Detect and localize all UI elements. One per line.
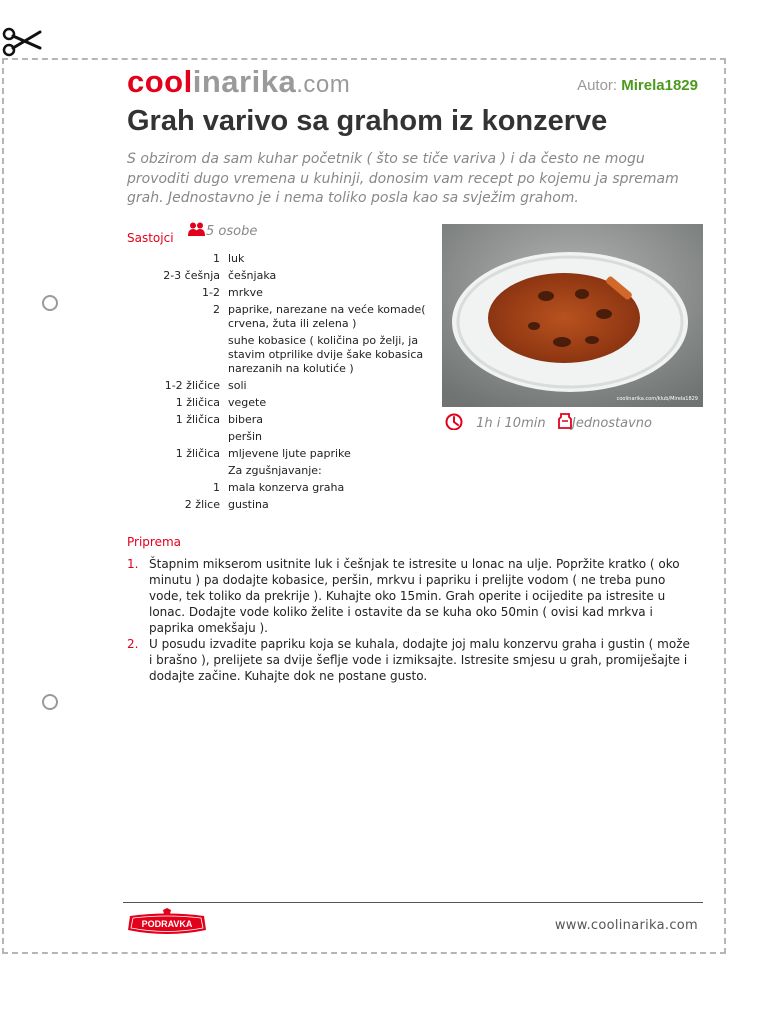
preparation-step	[127, 636, 697, 684]
ingredient-qty: 2-3 češnja	[163, 269, 220, 282]
ingredient-name: češnjaka	[228, 268, 277, 282]
ingredient-row	[127, 479, 427, 496]
preparation-step	[127, 556, 697, 636]
ingredient-row	[127, 250, 427, 267]
ingredient-qty	[127, 428, 228, 445]
ingredient-row	[127, 301, 427, 332]
ingredient-qty: 1 žličica	[175, 447, 220, 460]
step-text: U posudu izvadite papriku koja se kuhala, dodajte joj malu konzervu graha i gustin ( može i brašno ), prelijete sa dvije šeflje vode i izmiksajte. Istresite smjesu u grah, promiješajte i dodajte začine. Kuhajte dok ne postane gusto.	[149, 637, 690, 683]
ingredient-row	[127, 267, 427, 284]
ingredient-row	[127, 332, 427, 377]
people-icon	[188, 222, 206, 236]
binder-hole-bottom	[42, 694, 58, 710]
ingredient-qty	[127, 332, 228, 377]
ingredient-qty: 1	[213, 481, 220, 494]
website-link[interactable]: www.coolinarika.com	[554, 918, 698, 933]
ingredient-row	[127, 462, 427, 479]
ingredient-row	[127, 284, 427, 301]
ingredient-name: paprike, narezane na veće komade( crvena, žuta ili zelena )	[228, 302, 426, 330]
servings	[188, 222, 257, 239]
ingredient-row	[127, 411, 427, 428]
step-number: 2.	[127, 637, 139, 651]
ingredient-name: mrkve	[228, 285, 263, 299]
ingredient-qty	[127, 462, 228, 479]
footer-divider	[123, 902, 703, 903]
ingredient-row	[127, 394, 427, 411]
ingredient-name: gustina	[228, 497, 269, 511]
ingredient-name: mljevene ljute paprike	[228, 446, 351, 460]
author-label: Autor:	[577, 77, 618, 94]
ingredient-name: vegete	[228, 395, 267, 409]
podravka-logo-text: PODRAVKA	[141, 919, 193, 929]
preparation-steps	[127, 556, 697, 684]
binder-hole-top	[42, 295, 58, 311]
servings-value: 5 osobe	[206, 224, 258, 239]
cooking-time-value: 1h i 10min	[476, 416, 546, 431]
recipe-photo	[442, 224, 703, 407]
clock-icon	[444, 412, 464, 430]
ingredient-qty: 2 žlice	[184, 498, 220, 511]
photo-caption: coolinarika.com/klub/Mirela1829	[616, 396, 698, 402]
cooking-time	[444, 412, 546, 431]
scissors-icon	[2, 24, 42, 60]
ingredient-row	[127, 496, 427, 513]
ingredient-row	[127, 428, 427, 445]
step-number: 1.	[127, 557, 139, 571]
ingredients-heading: Sastojci	[127, 231, 174, 245]
step-text: Štapnim mikserom usitnite luk i češnjak te istresite u lonac na ulje. Popržite kratko ( oko minutu ) pa dodajte kobasice, peršin, mrkvu i papriku i prelijte vodom ( ne treba puno vode, tek toliko da prekrije ). Kuhajte oko 15min. Grah operite i ocijedite pa istresite u lonac. Dodajte vode koliko želite i ostavite da se kuha oko 50min ( ovisi kad mrkva i paprika omekšaju ).	[149, 557, 680, 635]
author	[577, 77, 698, 94]
ingredient-qty: 1-2	[202, 286, 220, 299]
recipe-intro: S obzirom da sam kuhar početnik ( što se tiče variva ) i da često ne mogu provoditi dugo vremena u kuhinji, donosim vam recept po kojemu ja spremam grah. Jednostavno je i nema toliko posla kao sa svježim grahom.	[127, 151, 679, 206]
ingredient-qty: 1 žličica	[175, 413, 220, 426]
ingredient-name: peršin	[228, 429, 263, 443]
ingredient-name: soli	[228, 378, 247, 392]
ingredient-name: bibera	[228, 412, 264, 426]
difficulty-value: Jednostavno	[572, 416, 652, 431]
ingredient-row	[127, 377, 427, 394]
difficulty	[558, 412, 652, 431]
difficulty-icon	[558, 412, 572, 430]
preparation-heading: Priprema	[127, 535, 182, 549]
podravka-logo[interactable]	[126, 908, 208, 940]
ingredient-row	[127, 445, 427, 462]
ingredient-qty: 1 žličica	[175, 396, 220, 409]
ingredient-name: suhe kobasice ( količina po želji, ja stavim otprilike dvije šake kobasica narezanih na kolutiće )	[228, 333, 424, 375]
ingredient-name: luk	[228, 251, 245, 265]
ingredient-qty: 2	[213, 303, 220, 316]
ingredient-name: Za zgušnjavanje:	[228, 463, 322, 477]
ingredient-qty: 1-2 žličice	[164, 379, 220, 392]
ingredient-qty: 1	[213, 252, 220, 265]
ingredient-name: mala konzerva graha	[228, 480, 345, 494]
coolinarika-logo[interactable]: coolinarika.com	[127, 64, 351, 99]
author-name[interactable]: Mirela1829	[621, 77, 698, 94]
recipe-title: Grah varivo sa grahom iz konzerve	[127, 105, 608, 137]
ingredients-list	[127, 250, 427, 513]
